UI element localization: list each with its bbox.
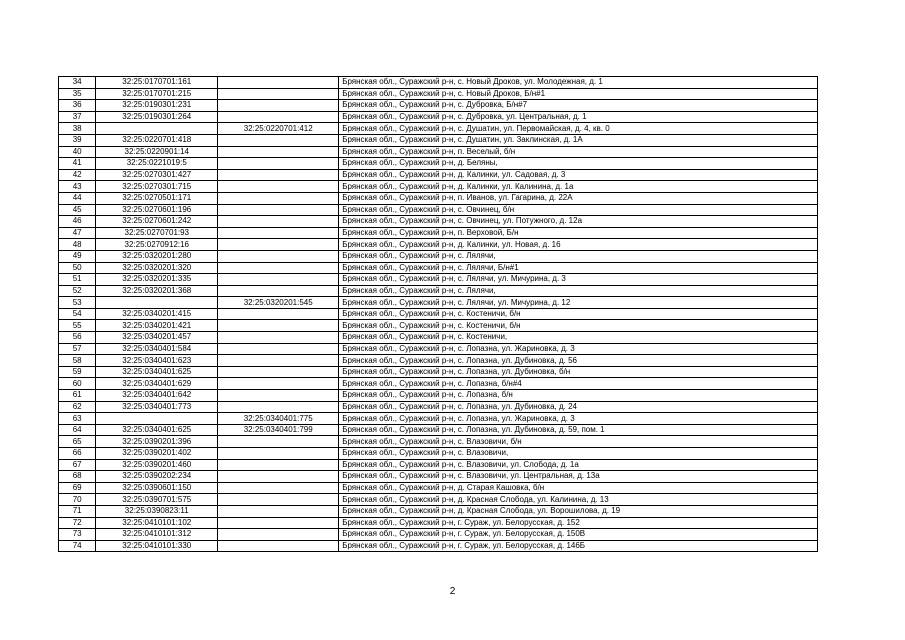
row-number-cell: 50 <box>59 262 96 274</box>
cadastral-number-cell: 32:25:0221019:5 <box>96 158 218 170</box>
cadastral-number-cell: 32:25:0390201:460 <box>96 459 218 471</box>
address-cell: Брянская обл., Суражский р-н, с. Лялячи, Б/н#1 <box>339 262 818 274</box>
cadastral-number-2-cell: 32:25:0320201:545 <box>218 297 339 309</box>
table-row <box>59 366 818 378</box>
cadastral-number-cell <box>96 123 218 135</box>
cadastral-number-2-cell <box>218 111 339 123</box>
cadastral-number-cell: 32:25:0190301:264 <box>96 111 218 123</box>
table-row <box>59 88 818 100</box>
cadastral-number-cell: 32:25:0390701:575 <box>96 494 218 506</box>
row-number-cell: 42 <box>59 169 96 181</box>
cadastral-number-2-cell <box>218 355 339 367</box>
cadastral-number-cell: 32:25:0320201:335 <box>96 274 218 286</box>
table-row <box>59 216 818 228</box>
address-cell: Брянская обл., Суражский р-н, с. Влазовичи, ул. Центральная, д. 13а <box>339 471 818 483</box>
table-row <box>59 390 818 402</box>
row-number-cell: 35 <box>59 88 96 100</box>
address-cell: Брянская обл., Суражский р-н, с. Новый Дроков, ул. Молодежная, д. 1 <box>339 77 818 89</box>
row-number-cell: 40 <box>59 146 96 158</box>
address-cell: Брянская обл., Суражский р-н, с. Душатин, ул. Первомайская, д. 4, кв. 0 <box>339 123 818 135</box>
cadastral-number-cell: 32:25:0390201:402 <box>96 448 218 460</box>
cadastral-number-cell: 32:25:0340401:584 <box>96 343 218 355</box>
address-cell: Брянская обл., Суражский р-н, г. Сураж, ул. Белорусская, д. 152 <box>339 517 818 529</box>
row-number-cell: 55 <box>59 320 96 332</box>
row-number-cell: 54 <box>59 308 96 320</box>
cadastral-number-cell: 32:25:0340201:421 <box>96 320 218 332</box>
table-row <box>59 378 818 390</box>
cadastral-number-2-cell <box>218 158 339 170</box>
address-cell: Брянская обл., Суражский р-н, д. Калинки, ул. Новая, д. 16 <box>339 239 818 251</box>
address-cell: Брянская обл., Суражский р-н, с. Лопазна, ул. Жариновка, д. 3 <box>339 343 818 355</box>
cadastral-number-cell: 32:25:0270701:93 <box>96 227 218 239</box>
address-cell: Брянская обл., Суражский р-н, с. Влазовичи, <box>339 448 818 460</box>
row-number-cell: 45 <box>59 204 96 216</box>
address-cell: Брянская обл., Суражский р-н, п. Веселый, б/н <box>339 146 818 158</box>
row-number-cell: 51 <box>59 274 96 286</box>
address-cell: Брянская обл., Суражский р-н, с. Лялячи, <box>339 250 818 262</box>
cadastral-number-cell: 32:25:0220901:14 <box>96 146 218 158</box>
cadastral-number-cell: 32:25:0170701:161 <box>96 77 218 89</box>
cadastral-number-2-cell <box>218 308 339 320</box>
table-row <box>59 413 818 425</box>
cadastral-number-2-cell <box>218 505 339 517</box>
cadastral-number-2-cell: 32:25:0220701:412 <box>218 123 339 135</box>
cadastral-number-cell: 32:25:0340401:625 <box>96 366 218 378</box>
table-row <box>59 355 818 367</box>
row-number-cell: 44 <box>59 192 96 204</box>
cadastral-number-2-cell <box>218 390 339 402</box>
row-number-cell: 62 <box>59 401 96 413</box>
row-number-cell: 63 <box>59 413 96 425</box>
row-number-cell: 60 <box>59 378 96 390</box>
cadastral-number-cell: 32:25:0320201:368 <box>96 285 218 297</box>
page-number: 2 <box>449 586 456 597</box>
address-cell: Брянская обл., Суражский р-н, с. Лопазна, ул. Дубиновка, д. 24 <box>339 401 818 413</box>
table-row <box>59 332 818 344</box>
cadastral-number-2-cell <box>218 262 339 274</box>
cadastral-number-2-cell <box>218 320 339 332</box>
cadastral-number-2-cell <box>218 192 339 204</box>
cadastral-number-2-cell <box>218 529 339 541</box>
row-number-cell: 53 <box>59 297 96 309</box>
table-row <box>59 285 818 297</box>
cadastral-number-2-cell <box>218 88 339 100</box>
cadastral-number-2-cell <box>218 100 339 112</box>
table-row <box>59 227 818 239</box>
cadastral-number-cell: 32:25:0270501:171 <box>96 192 218 204</box>
row-number-cell: 74 <box>59 540 96 552</box>
row-number-cell: 68 <box>59 471 96 483</box>
address-cell: Брянская обл., Суражский р-н, с. Лопазна, б/н <box>339 390 818 402</box>
address-cell: Брянская обл., Суражский р-н, с. Костеничи, б/н <box>339 320 818 332</box>
table-row <box>59 123 818 135</box>
cadastral-number-cell: 32:25:0320201:320 <box>96 262 218 274</box>
row-number-cell: 52 <box>59 285 96 297</box>
cadastral-number-cell: 32:25:0340201:457 <box>96 332 218 344</box>
address-cell: Брянская обл., Суражский р-н, д. Красная Слобода, ул. Калинина, д. 13 <box>339 494 818 506</box>
cadastral-number-cell: 32:25:0410101:312 <box>96 529 218 541</box>
address-cell: Брянская обл., Суражский р-н, с. Новый Дроков, Б/н#1 <box>339 88 818 100</box>
table-row <box>59 494 818 506</box>
cadastral-number-2-cell <box>218 517 339 529</box>
row-number-cell: 49 <box>59 250 96 262</box>
row-number-cell: 56 <box>59 332 96 344</box>
table-row <box>59 77 818 89</box>
row-number-cell: 61 <box>59 390 96 402</box>
cadastral-number-cell: 32:25:0410101:330 <box>96 540 218 552</box>
table-row <box>59 262 818 274</box>
address-cell: Брянская обл., Суражский р-н, с. Дубровка, Б/н#7 <box>339 100 818 112</box>
cadastral-number-cell: 32:25:0390202:234 <box>96 471 218 483</box>
table-row <box>59 529 818 541</box>
row-number-cell: 38 <box>59 123 96 135</box>
cadastral-number-2-cell <box>218 332 339 344</box>
address-cell: Брянская обл., Суражский р-н, д. Беляны, <box>339 158 818 170</box>
cadastral-number-2-cell <box>218 378 339 390</box>
table-row <box>59 448 818 460</box>
cadastral-number-cell: 32:25:0410101:102 <box>96 517 218 529</box>
property-table <box>58 76 818 552</box>
table-row <box>59 169 818 181</box>
address-cell: Брянская обл., Суражский р-н, д. Калинки, ул. Калинина, д. 1а <box>339 181 818 193</box>
row-number-cell: 66 <box>59 448 96 460</box>
row-number-cell: 69 <box>59 482 96 494</box>
row-number-cell: 71 <box>59 505 96 517</box>
table-row <box>59 274 818 286</box>
cadastral-number-2-cell <box>218 181 339 193</box>
row-number-cell: 73 <box>59 529 96 541</box>
table-row <box>59 146 818 158</box>
row-number-cell: 59 <box>59 366 96 378</box>
table-row <box>59 482 818 494</box>
cadastral-number-cell <box>96 413 218 425</box>
row-number-cell: 64 <box>59 424 96 436</box>
cadastral-number-2-cell <box>218 285 339 297</box>
address-cell: Брянская обл., Суражский р-н, с. Лопазна, ул. Дубиновка, д. 59, пом. 1 <box>339 424 818 436</box>
table-row <box>59 297 818 309</box>
table-row <box>59 343 818 355</box>
row-number-cell: 34 <box>59 77 96 89</box>
cadastral-number-cell: 32:25:0270301:427 <box>96 169 218 181</box>
cadastral-number-2-cell <box>218 436 339 448</box>
cadastral-number-2-cell <box>218 204 339 216</box>
cadastral-number-2-cell: 32:25:0340401:799 <box>218 424 339 436</box>
cadastral-number-2-cell <box>218 77 339 89</box>
cadastral-number-2-cell <box>218 239 339 251</box>
cadastral-number-cell <box>96 297 218 309</box>
table-row <box>59 239 818 251</box>
cadastral-number-cell: 32:25:0390601:150 <box>96 482 218 494</box>
cadastral-number-cell: 32:25:0340201:415 <box>96 308 218 320</box>
cadastral-number-cell: 32:25:0340401:625 <box>96 424 218 436</box>
cadastral-number-2-cell <box>218 134 339 146</box>
address-cell: Брянская обл., Суражский р-н, п. Верховой, Б/н <box>339 227 818 239</box>
address-cell: Брянская обл., Суражский р-н, с. Костеничи, <box>339 332 818 344</box>
table-row <box>59 111 818 123</box>
row-number-cell: 72 <box>59 517 96 529</box>
table-row <box>59 100 818 112</box>
cadastral-number-cell: 32:25:0340401:629 <box>96 378 218 390</box>
table-row <box>59 134 818 146</box>
cadastral-number-2-cell <box>218 459 339 471</box>
cadastral-number-2-cell <box>218 448 339 460</box>
address-cell: Брянская обл., Суражский р-н, с. Овчинец, б/н <box>339 204 818 216</box>
address-cell: Брянская обл., Суражский р-н, д. Старая Кашовка, б/н <box>339 482 818 494</box>
address-cell: Брянская обл., Суражский р-н, с. Лялячи, <box>339 285 818 297</box>
cadastral-number-cell: 32:25:0340401:773 <box>96 401 218 413</box>
cadastral-number-cell: 32:25:0170701:215 <box>96 88 218 100</box>
table-row <box>59 204 818 216</box>
cadastral-number-cell: 32:25:0340401:642 <box>96 390 218 402</box>
cadastral-number-cell: 32:25:0220701:418 <box>96 134 218 146</box>
table-row <box>59 158 818 170</box>
row-number-cell: 43 <box>59 181 96 193</box>
address-cell: Брянская обл., Суражский р-н, с. Дубровка, ул. Центральная, д. 1 <box>339 111 818 123</box>
address-cell: Брянская обл., Суражский р-н, с. Влазовичи, ул. Слобода, д. 1а <box>339 459 818 471</box>
address-cell: Брянская обл., Суражский р-н, с. Лялячи, ул. Мичурина, д. 12 <box>339 297 818 309</box>
cadastral-number-2-cell <box>218 250 339 262</box>
address-cell: Брянская обл., Суражский р-н, с. Овчинец, ул. Потужного, д. 12а <box>339 216 818 228</box>
address-cell: Брянская обл., Суражский р-н, г. Сураж, ул. Белорусская, д. 146Б <box>339 540 818 552</box>
cadastral-number-2-cell <box>218 366 339 378</box>
cadastral-number-2-cell <box>218 146 339 158</box>
address-cell: Брянская обл., Суражский р-н, с. Лялячи, ул. Мичурина, д. 3 <box>339 274 818 286</box>
cadastral-number-2-cell: 32:25:0340401:775 <box>218 413 339 425</box>
cadastral-number-cell: 32:25:0390201:396 <box>96 436 218 448</box>
table-row <box>59 320 818 332</box>
cadastral-number-cell: 32:25:0270601:196 <box>96 204 218 216</box>
cadastral-number-2-cell <box>218 540 339 552</box>
address-cell: Брянская обл., Суражский р-н, с. Лопазна, ул. Дубиновка, д. 56 <box>339 355 818 367</box>
table-row <box>59 250 818 262</box>
address-cell: Брянская обл., Суражский р-н, с. Лопазна, ул. Жариновка, д. 3 <box>339 413 818 425</box>
cadastral-number-2-cell <box>218 169 339 181</box>
table-row <box>59 181 818 193</box>
cadastral-number-cell: 32:25:0270601:242 <box>96 216 218 228</box>
address-cell: Брянская обл., Суражский р-н, с. Лопазна, б/н#4 <box>339 378 818 390</box>
cadastral-number-cell: 32:25:0190301:231 <box>96 100 218 112</box>
cadastral-number-cell: 32:25:0270301:715 <box>96 181 218 193</box>
table-row <box>59 401 818 413</box>
table-row <box>59 505 818 517</box>
address-cell: Брянская обл., Суражский р-н, г. Сураж, ул. Белорусская, д. 150В <box>339 529 818 541</box>
row-number-cell: 39 <box>59 134 96 146</box>
address-cell: Брянская обл., Суражский р-н, д. Калинки, ул. Садовая, д. 3 <box>339 169 818 181</box>
cadastral-number-2-cell <box>218 494 339 506</box>
table-row <box>59 436 818 448</box>
row-number-cell: 41 <box>59 158 96 170</box>
address-cell: Брянская обл., Суражский р-н, п. Иванов, ул. Гагарина, д. 22А <box>339 192 818 204</box>
row-number-cell: 36 <box>59 100 96 112</box>
cadastral-number-2-cell <box>218 401 339 413</box>
address-cell: Брянская обл., Суражский р-н, с. Душатин, ул. Заклинская, д. 1А <box>339 134 818 146</box>
table-row <box>59 424 818 436</box>
table-row <box>59 459 818 471</box>
row-number-cell: 47 <box>59 227 96 239</box>
row-number-cell: 37 <box>59 111 96 123</box>
cadastral-number-2-cell <box>218 482 339 494</box>
cadastral-number-2-cell <box>218 471 339 483</box>
row-number-cell: 58 <box>59 355 96 367</box>
address-cell: Брянская обл., Суражский р-н, с. Лопазна, ул. Дубиновка, б/н <box>339 366 818 378</box>
row-number-cell: 67 <box>59 459 96 471</box>
row-number-cell: 57 <box>59 343 96 355</box>
cadastral-number-cell: 32:25:0320201:280 <box>96 250 218 262</box>
address-cell: Брянская обл., Суражский р-н, с. Влазовичи, б/н <box>339 436 818 448</box>
cadastral-number-2-cell <box>218 216 339 228</box>
cadastral-number-2-cell <box>218 343 339 355</box>
table-row <box>59 308 818 320</box>
cadastral-number-cell: 32:25:0270912:16 <box>96 239 218 251</box>
row-number-cell: 48 <box>59 239 96 251</box>
table-row <box>59 471 818 483</box>
row-number-cell: 46 <box>59 216 96 228</box>
table-body <box>59 77 818 552</box>
cadastral-number-cell: 32:25:0340401:623 <box>96 355 218 367</box>
table-row <box>59 540 818 552</box>
address-cell: Брянская обл., Суражский р-н, с. Костеничи, б/н <box>339 308 818 320</box>
cadastral-number-2-cell <box>218 227 339 239</box>
row-number-cell: 65 <box>59 436 96 448</box>
row-number-cell: 70 <box>59 494 96 506</box>
cadastral-number-2-cell <box>218 274 339 286</box>
address-cell: Брянская обл., Суражский р-н, д. Красная Слобода, ул. Ворошилова, д. 19 <box>339 505 818 517</box>
cadastral-number-cell: 32:25:0390823:11 <box>96 505 218 517</box>
table-row <box>59 517 818 529</box>
table-row <box>59 192 818 204</box>
